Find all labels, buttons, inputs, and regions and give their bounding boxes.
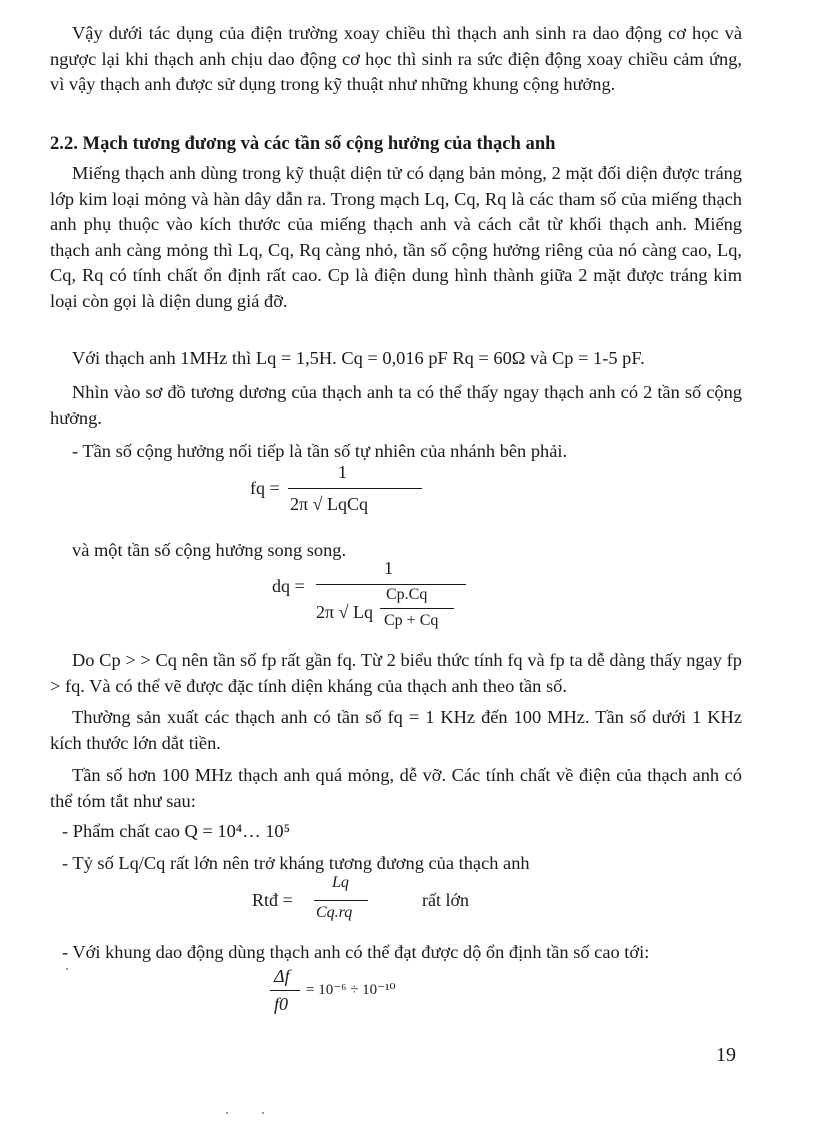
formula-rtd-denominator: Cq.rq [316, 904, 353, 921]
bullet-lq-cq-ratio: - Tỷ số Lq/Cq rất lớn nên trở kháng tương đương của thạch anh [62, 853, 530, 873]
formula-dq-inner-numerator: Cp.Cq [386, 586, 428, 603]
paragraph-frequency-range: Thường sản xuất các thạch anh có tần số fq = 1 KHz đến 100 MHz. Tần số dưới 1 KHz kích thước lớn dắt tiền. [50, 707, 742, 753]
formula-dq-bar [316, 584, 466, 585]
formula-rtd [252, 876, 492, 936]
formula-stability-denominator: f0 [274, 994, 289, 1014]
formula-dq-inner-bar [380, 608, 454, 609]
formula-fq-lhs: fq = [250, 478, 280, 498]
formula-dq-lhs: dq = [272, 576, 305, 596]
paragraph-two-resonances: Nhìn vào sơ đồ tương dương của thạch anh ta có thể thấy ngay thạch anh có 2 tần số cộng hưởng. [50, 382, 742, 428]
formula-dq [272, 556, 492, 646]
formula-dq-inner-denominator: Cp + Cq [384, 612, 439, 629]
paragraph-parallel-resonance: và một tần số cộng hưởng song song. [72, 540, 347, 560]
formula-stability-rhs: = 10⁻⁶ ÷ 10⁻¹⁰ [306, 982, 396, 998]
paragraph-1mhz-values: Với thạch anh 1MHz thì Lq = 1,5H. Cq = 0,016 pF Rq = 60Ω và Cp = 1-5 pF. [72, 348, 645, 368]
formula-rtd-bar [314, 900, 368, 901]
scan-speck [262, 1112, 264, 1114]
section-heading: 2.2. Mạch tương đương và các tần số cộng hưởng của thạch anh [50, 133, 556, 154]
page-number: 19 [716, 1044, 736, 1066]
scan-speck [66, 968, 68, 970]
formula-fq-bar [288, 488, 422, 489]
formula-rtd-lhs: Rtđ = [252, 890, 293, 910]
intro-paragraph: Vậy dưới tác dụng của điện trường xoay chiều thì thạch anh sinh ra dao động cơ học và ngược lại khi thạch anh chịu dao động cơ học thì sinh ra sức điện động xoay chiều cảm ứng, vì vậy thạch anh được sử dụng trong kỹ thuật như những khung cộng hưởng. [50, 23, 742, 95]
bullet-quality-factor: - Phẩm chất cao Q = 10⁴… 10⁵ [62, 821, 290, 841]
formula-fq-numerator: 1 [338, 462, 347, 482]
paragraph-series-resonance: - Tần số cộng hưởng nối tiếp là tần số tự nhiên của nhánh bên phải. [72, 441, 568, 461]
paragraph-fp-fq-comparison: Do Cp > > Cq nên tần số fp rất gần fq. Từ 2 biểu thức tính fq và fp ta dễ dàng thấy ngay fp > fq. Và có thể vẽ được đặc tính diện kháng của thạch anh theo tần số. [50, 650, 742, 696]
formula-rtd-numerator: Lq [332, 874, 349, 891]
formula-rtd-note: rất lớn [422, 890, 470, 910]
formula-stability-bar [270, 990, 300, 991]
formula-fq-denominator: 2π √ LqCq [290, 494, 368, 514]
scan-speck [226, 1112, 228, 1114]
paragraph-crystal-description: Miếng thạch anh dùng trong kỹ thuật diện tử có dạng bản mỏng, 2 mặt đối diện được tráng lớp kim loại mỏng và hàn dây dẫn ra. Trong mạch Lq, Cq, Rq là các tham số của miếng thạch anh phụ thuộc vào kích thước của miếng thạch anh và cách cắt từ khối thạch anh. Miếng thạch anh càng mỏng thì Lq, Cq, Rq càng nhỏ, tần số cộng hưởng riêng của nó càng cao, Lq, Cq, Rq có tính chất ổn định rất cao. Cp là điện dung hình thành giữa 2 mặt được tráng kim loại còn gọi là diện dung giá đỡ. [50, 163, 742, 311]
formula-stability-numerator: Δf [274, 966, 290, 986]
formula-dq-denominator-left: 2π √ Lq [316, 602, 373, 622]
formula-fq [250, 462, 450, 526]
paragraph-properties-intro: Tần số hơn 100 MHz thạch anh quá mỏng, dễ vỡ. Các tính chất về điện của thạch anh có thể tóm tắt như sau: [50, 765, 742, 811]
bullet-frequency-stability: - Với khung dao động dùng thạch anh có thể đạt được dộ ổn định tần số cao tới: [62, 942, 650, 962]
formula-stability [268, 968, 468, 1024]
formula-dq-numerator: 1 [384, 558, 393, 578]
